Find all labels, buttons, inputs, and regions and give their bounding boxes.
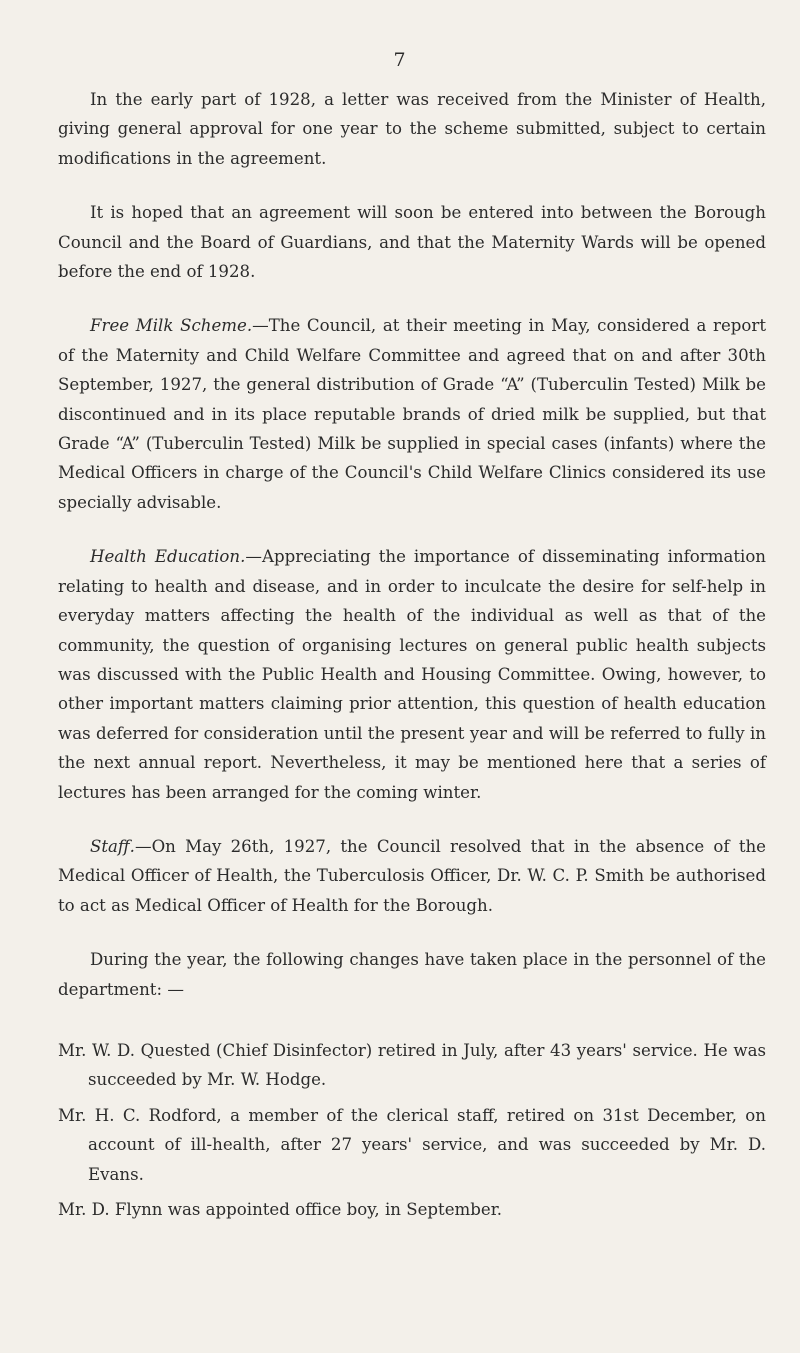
paragraph-free-milk-scheme xyxy=(58,311,766,517)
document-body xyxy=(58,85,766,1230)
paragraph-minister-letter: In the early part of 1928, a letter was received from the Minister of Health, giving general approval for one year to the scheme submitted, subject to certain modifications in the agreement. xyxy=(58,90,766,168)
health-education-text: —Appreciating the importance of disseminating information relating to health and disease, and in order to inculcate the desire for self-help in everyday matters affecting the health of the individual as well as that of the community, the question of organising lectures on general public health subjects was discussed with the Public Health and Housing Committee. Owing, however, to other important matters claiming prior attention, this question of health education was deferred for consideration until the present year and will be referred to fully in the next annual report. Nevertheless, it may be mentioned here that a series of lectures has been arranged for the coming winter. xyxy=(58,547,766,802)
section-heading-health-education: Health Education. xyxy=(90,547,246,567)
list-item: Mr. D. Flynn was appointed office boy, in September. xyxy=(58,1200,503,1219)
section-heading-staff: Staff. xyxy=(90,836,135,856)
staff-changes-list xyxy=(58,1036,766,1224)
section-heading-free-milk: Free Milk Scheme. xyxy=(90,316,253,336)
paragraph-health-education xyxy=(58,542,766,807)
list-item: Mr. W. D. Quested (Chief Disinfector) retired in July, after 43 years' service. He was succeeded by Mr. W. Hodge. xyxy=(58,1040,766,1090)
staff-text: —On May 26th, 1927, the Council resolved that in the absence of the Medical Officer of Health, the Tuberculosis Officer, Dr. W. C. P. Smith be authorised to act as Medical Officer of Health for the Borough. xyxy=(58,836,766,915)
paragraph-staff xyxy=(58,832,766,920)
paragraph-personnel-changes: During the year, the following changes have taken place in the personnel of the department: — xyxy=(58,950,766,999)
page-number: 7 xyxy=(393,49,407,71)
paragraph-agreement-hope: It is hoped that an agreement will soon be entered into between the Borough Council and the Board of Guardians, and that the Maternity Wards will be opened before the end of 1928. xyxy=(58,203,766,282)
free-milk-text: —The Council, at their meeting in May, considered a report of the Maternity and Child Welfare Committee and agreed that on and after 30th September, 1927, the general distribution of Grade “A” (Tuberculin Tested) Milk be discontinued and in its place reputable brands of dried milk be supplied, but that Grade “A” (Tuberculin Tested) Milk be supplied in special cases (infants) where the Medical Officers in charge of the Council's Child Welfare Clinics considered its use specially advisable. xyxy=(58,316,766,512)
list-item: Mr. H. C. Rodford, a member of the clerical staff, retired on 31st December, on account of ill-health, after 27 years' service, and was succeeded by Mr. D. Evans. xyxy=(58,1105,766,1184)
